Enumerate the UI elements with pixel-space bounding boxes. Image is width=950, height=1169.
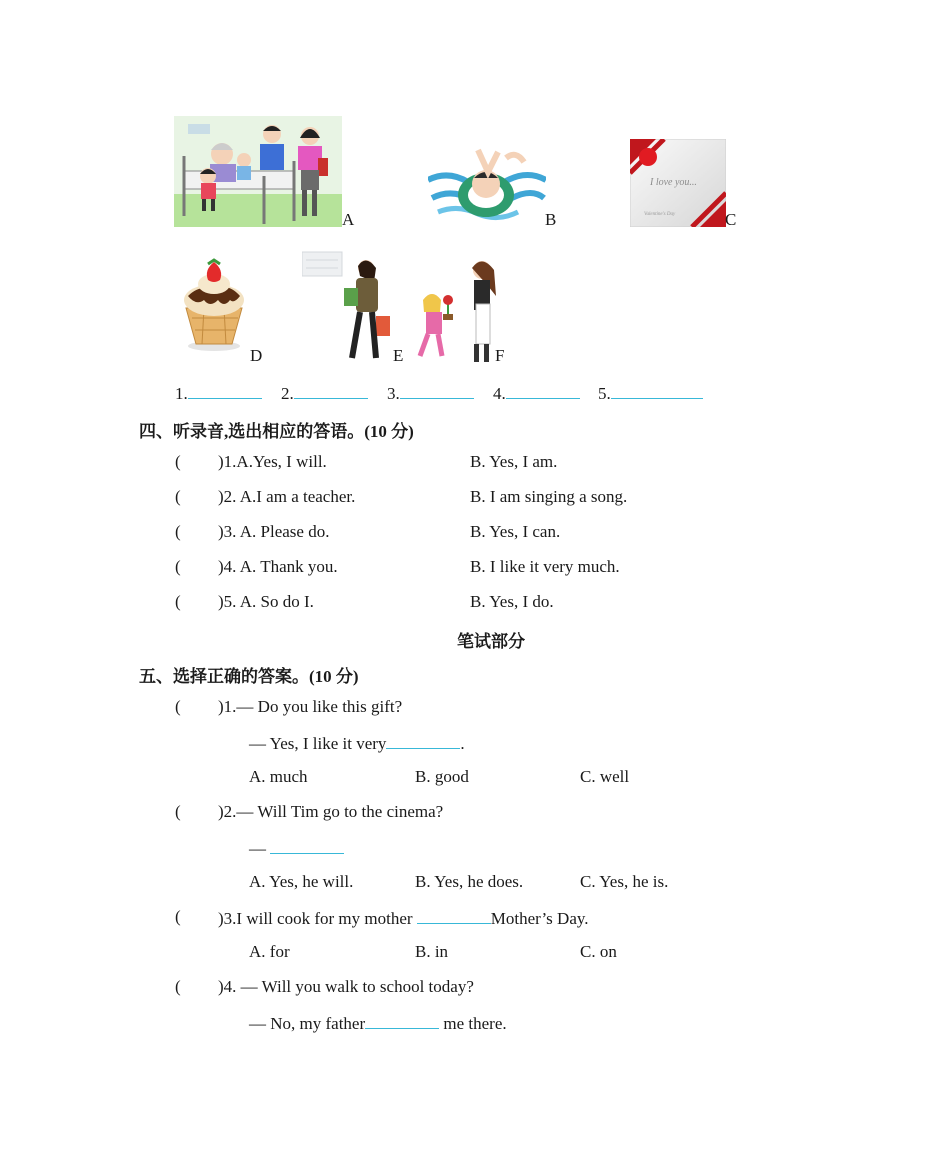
picture-label-e: E: [393, 346, 404, 365]
picture-label-d: D: [250, 346, 263, 365]
s5-q4-stem: — Will you walk to school today?: [240, 977, 474, 996]
s4-q1-num: )1.: [218, 452, 237, 471]
picture-answer-5-blank[interactable]: [611, 382, 703, 399]
picture-label-c: C: [725, 210, 737, 229]
section-5-title: 五、选择正确的答案。(10 分): [139, 667, 359, 686]
picture-f-girl-gives-flowers: [410, 256, 500, 364]
picture-answer-4-blank[interactable]: [506, 382, 580, 399]
valentine-card-subtext: Valentine's Day: [644, 212, 676, 217]
picture-answer-1-num: 1.: [175, 384, 188, 403]
s5-q1-answer-line: [249, 732, 465, 754]
s5-q2-blank[interactable]: [270, 837, 344, 854]
s5-q2-stem-line: [218, 802, 443, 822]
picture-answer-3: [387, 382, 474, 404]
section-4-title: 四、听录音,选出相应的答语。(10 分): [139, 422, 414, 441]
s5-q1-stem-line: [218, 697, 402, 717]
s4-q5-num-option-a: [218, 592, 314, 612]
s4-q2-num: )2.: [218, 487, 237, 506]
picture-answer-2-num: 2.: [281, 384, 294, 403]
picture-answer-4: [493, 382, 580, 404]
s5-q1-option-c: C. well: [580, 767, 630, 786]
s4-q4-option-b: B. I like it very much.: [470, 557, 620, 576]
s5-q1-stem: — Do you like this gift?: [236, 697, 403, 716]
s5-q4-answer-line: [249, 1012, 507, 1034]
written-part-heading: 笔试部分: [457, 632, 525, 651]
s4-q2-option-b: B. I am singing a song.: [470, 487, 628, 506]
picture-answer-4-num: 4.: [493, 384, 506, 403]
s4-q1-num-option-a: [218, 452, 327, 472]
picture-answer-1-blank[interactable]: [188, 382, 262, 399]
picture-answer-3-num: 3.: [387, 384, 400, 403]
s4-q5-option-b: B. Yes, I do.: [470, 592, 554, 611]
s5-q4-paren[interactable]: (: [175, 977, 181, 996]
valentine-card-text: I love you...: [650, 177, 697, 188]
s5-q3-option-a: A. for: [249, 942, 290, 961]
s4-q3-option-b: B. Yes, I can.: [470, 522, 561, 541]
picture-c-valentine-card: [630, 139, 726, 227]
s5-q2-line2-text: —: [249, 839, 266, 858]
picture-label-f: F: [495, 346, 505, 365]
s5-q3-stem-line: [218, 907, 589, 929]
picture-b-swimming-boy: [428, 140, 546, 226]
s5-q3-blank[interactable]: [417, 907, 491, 924]
picture-d-ice-cream: [180, 256, 248, 352]
picture-a-family-hospital: [174, 116, 342, 227]
picture-e-woman-shopping: [302, 246, 394, 362]
s5-q2-num: )2.: [218, 802, 237, 821]
s4-q4-num: )4.: [218, 557, 237, 576]
s5-q2-option-c: C. Yes, he is.: [580, 872, 669, 891]
s5-q1-line2-end: .: [460, 734, 465, 753]
s5-q1-blank[interactable]: [386, 732, 460, 749]
s4-q2-num-option-a: [218, 487, 355, 507]
s4-q5-option-a: A. So do I.: [239, 592, 314, 611]
s5-q4-line2-text: — No, my father: [249, 1014, 366, 1033]
s5-q2-stem: — Will Tim go to the cinema?: [236, 802, 444, 821]
s4-q1-paren[interactable]: (: [175, 452, 181, 471]
s5-q3-num: )3.: [218, 909, 237, 928]
s4-q2-paren[interactable]: (: [175, 487, 181, 506]
s5-q4-stem-line: [218, 977, 474, 997]
s4-q1-option-b: B. Yes, I am.: [470, 452, 558, 471]
s5-q1-option-a: A. much: [249, 767, 308, 786]
s4-q4-paren[interactable]: (: [175, 557, 181, 576]
s5-q4-line2-end: me there.: [443, 1014, 507, 1033]
s4-q5-paren[interactable]: (: [175, 592, 181, 611]
s4-q5-num: )5.: [218, 592, 237, 611]
s5-q4-blank[interactable]: [365, 1012, 439, 1029]
s5-q3-paren[interactable]: (: [175, 907, 181, 926]
s4-q1-option-a: A.Yes, I will.: [236, 452, 327, 471]
s4-q3-num: )3.: [218, 522, 237, 541]
s5-q4-num: )4.: [218, 977, 237, 996]
s5-q1-option-b: B. good: [415, 767, 469, 786]
s5-q2-option-b: B. Yes, he does.: [415, 872, 524, 891]
s4-q3-num-option-a: [218, 522, 329, 542]
s4-q2-option-a: A.I am a teacher.: [239, 487, 356, 506]
picture-answer-2-blank[interactable]: [294, 382, 368, 399]
s5-q3-stem-start: I will cook for my mother: [236, 909, 413, 928]
s4-q4-option-a: A. Thank you.: [239, 557, 338, 576]
s5-q2-paren[interactable]: (: [175, 802, 181, 821]
s5-q3-option-b: B. in: [415, 942, 449, 961]
s5-q1-num: )1.: [218, 697, 237, 716]
s5-q3-stem-end: Mother’s Day.: [490, 909, 589, 928]
picture-answer-5: [598, 382, 703, 404]
s5-q3-option-c: C. on: [580, 942, 617, 961]
picture-answer-1: [175, 382, 262, 404]
s4-q4-num-option-a: [218, 557, 338, 577]
picture-answer-3-blank[interactable]: [400, 382, 474, 399]
s5-q2-answer-line: [249, 837, 344, 859]
s5-q2-option-a: A. Yes, he will.: [249, 872, 354, 891]
s4-q3-option-a: A. Please do.: [239, 522, 330, 541]
s4-q3-paren[interactable]: (: [175, 522, 181, 541]
picture-answer-2: [281, 382, 368, 404]
s5-q1-paren[interactable]: (: [175, 697, 181, 716]
s5-q1-line2-text: — Yes, I like it very: [249, 734, 387, 753]
picture-label-b: B: [545, 210, 557, 229]
picture-label-a: A: [342, 210, 355, 229]
picture-answer-5-num: 5.: [598, 384, 611, 403]
